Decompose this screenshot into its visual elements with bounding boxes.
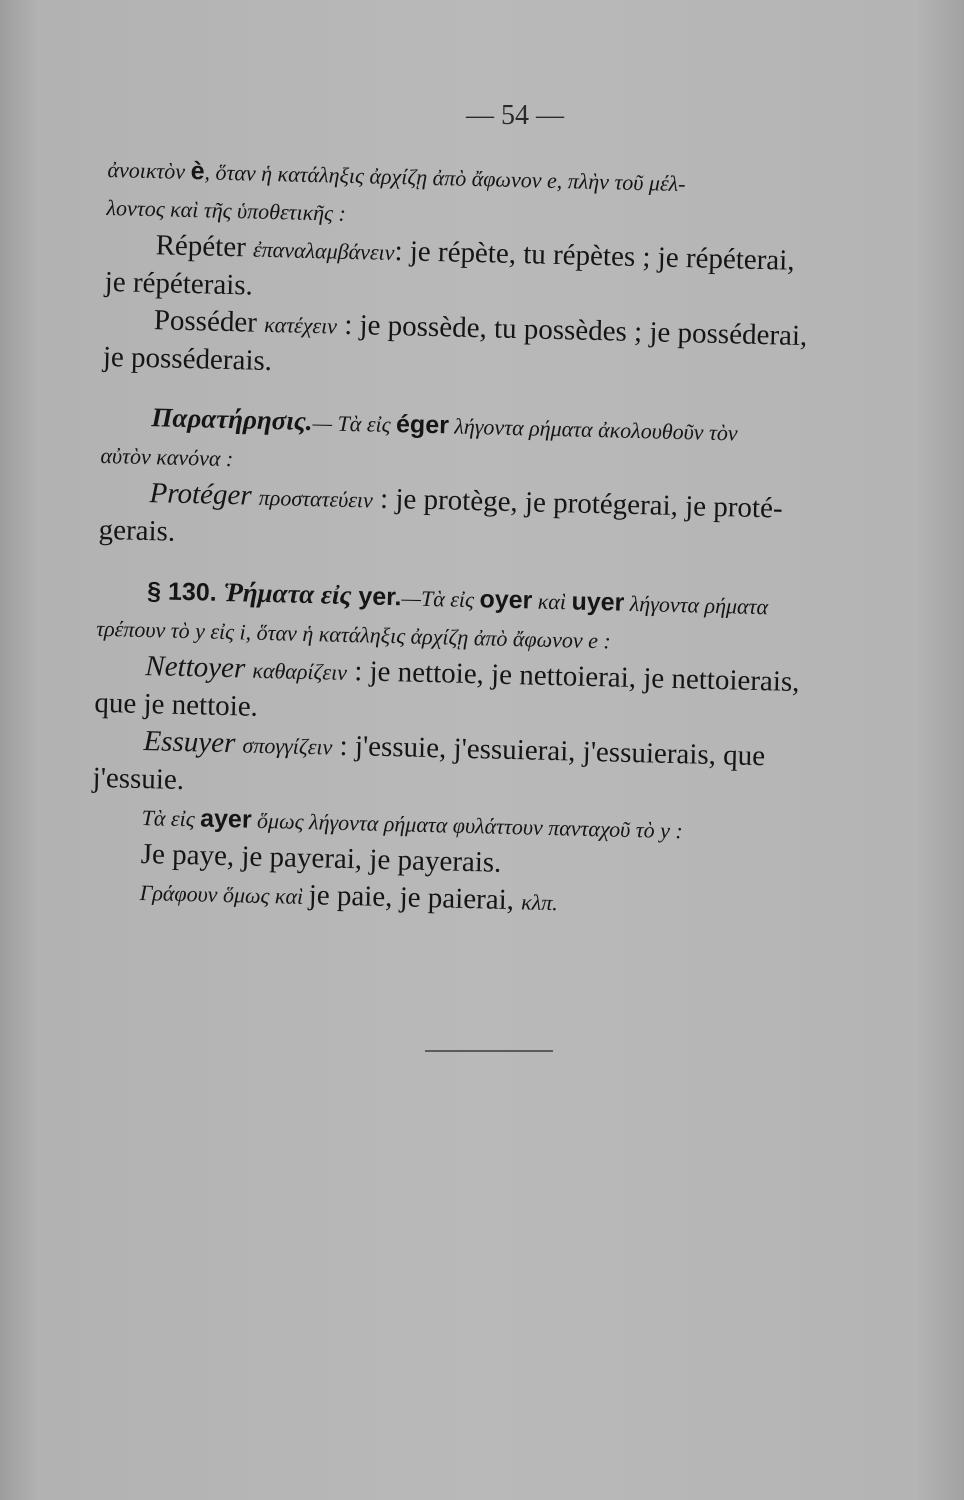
greek-text: καὶ bbox=[532, 588, 572, 615]
bold-term: ayer bbox=[199, 804, 252, 834]
section-number: § 130. bbox=[146, 577, 225, 607]
greek-text: αὐτὸν κανόνα : bbox=[100, 442, 234, 472]
bold-term: uyer bbox=[571, 587, 625, 617]
greek-text: τρέπουν τὸ y εἰς i, ὅταν ἡ κατάληξις ἀρχίζῃ ἀπὸ ἄφωνον e : bbox=[96, 615, 612, 654]
greek-text: κλπ. bbox=[520, 889, 559, 916]
conjugation: gerais. bbox=[98, 513, 176, 548]
conjugation: je répéterais. bbox=[104, 265, 254, 302]
conjugation: je paie, je paierai, bbox=[308, 879, 522, 917]
end-rule bbox=[425, 1050, 553, 1052]
conjugation: Je paye, je payerai, je payerais. bbox=[140, 838, 502, 879]
greek-text: ἐπαναλαμβάνειν bbox=[252, 236, 395, 266]
conjugation: je posséderais. bbox=[102, 340, 273, 378]
greek-text: Τὰ εἰς bbox=[141, 805, 201, 832]
greek-text: σπογγίζειν bbox=[242, 732, 333, 760]
conjugation: : j'essuie, j'essuierai, j'essuierais, que bbox=[331, 729, 766, 773]
section-title: Ῥήματα εἰς bbox=[223, 576, 352, 611]
verb-name: Protéger bbox=[149, 477, 260, 512]
greek-text: —Τὰ εἰς bbox=[401, 585, 480, 613]
greek-text: λήγοντα ρήματα bbox=[624, 590, 769, 620]
verb-name: Nettoyer bbox=[145, 650, 253, 685]
conjugation: : je protège, je protégerai, je proté- bbox=[372, 482, 783, 525]
bold-term: è bbox=[190, 157, 205, 186]
greek-text: λήγοντα ρήματα ἀκολουθοῦν τὸν bbox=[448, 413, 738, 446]
page-number: — 54 — bbox=[466, 100, 564, 131]
bold-term: oyer bbox=[479, 585, 533, 615]
greek-text: κατέχειν bbox=[263, 311, 338, 339]
conjugation: : je possède, tu possèdes ; je posséderai, bbox=[336, 308, 808, 353]
greek-text: , ὅταν ἡ κατάληξις ἀρχίζῃ ἀπὸ ἄφωνον e, πλὴν τοῦ μέλ- bbox=[204, 159, 686, 197]
conjugation: : je répète, tu répètes ; je répéterai, bbox=[394, 235, 795, 277]
page-body bbox=[89, 150, 927, 930]
conjugation: j'essuie. bbox=[92, 761, 185, 797]
greek-text: καθαρίζειν bbox=[252, 657, 348, 685]
verb-name: Posséder bbox=[153, 304, 265, 339]
greek-text: ὅμως λήγοντα ρήματα φυλάττουν πανταχοῦ τὸ y : bbox=[251, 807, 684, 844]
conjugation: : je nettoie, je nettoierai, je nettoierais, bbox=[346, 655, 800, 699]
verb-name: Essuyer bbox=[143, 725, 244, 760]
bold-term: éger bbox=[395, 410, 450, 440]
greek-text: λοντος καὶ τῆς ὑποθετικῆς : bbox=[106, 194, 347, 226]
greek-text: ἀνοικτὸν bbox=[107, 156, 191, 185]
greek-text: προστατεύειν bbox=[258, 484, 374, 513]
greek-text: Γράφουν ὅμως καὶ bbox=[139, 880, 310, 910]
bold-term: yer. bbox=[351, 582, 402, 612]
verb-name: Répéter bbox=[155, 229, 254, 264]
remark-title: Παρατήρησις. bbox=[151, 402, 313, 437]
greek-text: — Τὰ εἰς bbox=[312, 410, 397, 438]
conjugation: que je nettoie. bbox=[94, 686, 259, 723]
